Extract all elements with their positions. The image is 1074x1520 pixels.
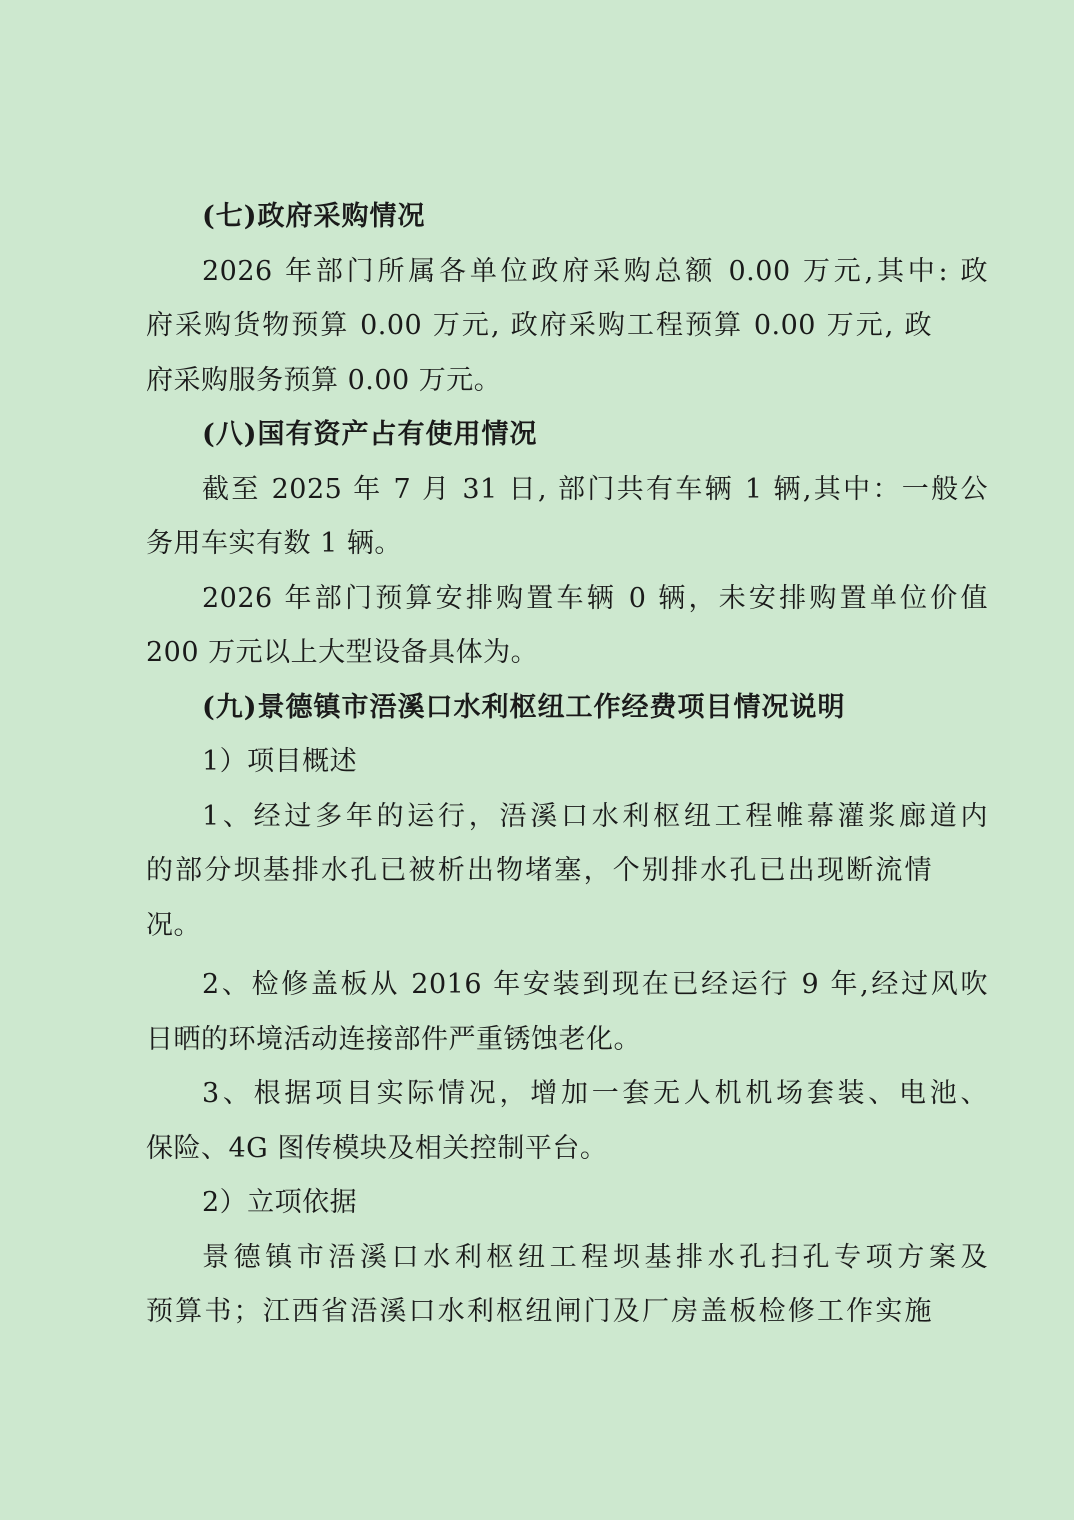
section-heading-9: (九)景德镇市浯溪口水利枢纽工作经费项目情况说明 bbox=[202, 691, 846, 723]
document-body bbox=[146, 190, 988, 1340]
paragraph-line: 况。 bbox=[146, 909, 201, 941]
paragraph-line: 府采购服务预算 0.00 万元。 bbox=[146, 364, 502, 396]
paragraph-line: 200 万元以上大型设备具体为。 bbox=[146, 637, 539, 668]
section-heading-8: (八)国有资产占有使用情况 bbox=[202, 419, 538, 450]
paragraph-line: 2026 年部门所属各单位政府采购总额 0.00 万元,其中: 政 bbox=[202, 255, 988, 287]
subheading-project-basis: 2）立项依据 bbox=[202, 1187, 358, 1218]
paragraph-line: 日晒的环境活动连接部件严重锈蚀老化。 bbox=[146, 1023, 641, 1055]
paragraph-line: 景德镇市浯溪口水利枢纽工程坝基排水孔扫孔专项方案及 bbox=[202, 1241, 988, 1273]
paragraph-line: 保险、4G 图传模块及相关控制平台。 bbox=[146, 1132, 608, 1164]
paragraph-line: 3、根据项目实际情况，增加一套无人机机场套装、电池、 bbox=[202, 1078, 988, 1109]
paragraph-line: 预算书；江西省浯溪口水利枢纽闸门及厂房盖板检修工作实施 bbox=[146, 1296, 932, 1327]
paragraph-line: 务用车实有数 1 辆。 bbox=[146, 528, 402, 559]
paragraph-line: 府采购货物预算 0.00 万元, 政府采购工程预算 0.00 万元, 政 bbox=[146, 310, 932, 341]
paragraph-line: 截至 2025 年 7 月 31 日, 部门共有车辆 1 辆,其中：一般公 bbox=[202, 473, 988, 505]
section-heading-7: (七)政府采购情况 bbox=[202, 201, 426, 232]
paragraph-line: 2、检修盖板从 2016 年安装到现在已经运行 9 年,经过风吹 bbox=[202, 969, 988, 1000]
paragraph-line: 1、经过多年的运行，浯溪口水利枢纽工程帷幕灌浆廊道内 bbox=[202, 800, 988, 832]
paragraph-line: 的部分坝基排水孔已被析出物堵塞，个别排水孔已出现断流情 bbox=[146, 855, 932, 886]
subheading-project-overview: 1）项目概述 bbox=[202, 746, 358, 777]
paragraph-line: 2026 年部门预算安排购置车辆 0 辆，未安排购置单位价值 bbox=[202, 582, 988, 614]
